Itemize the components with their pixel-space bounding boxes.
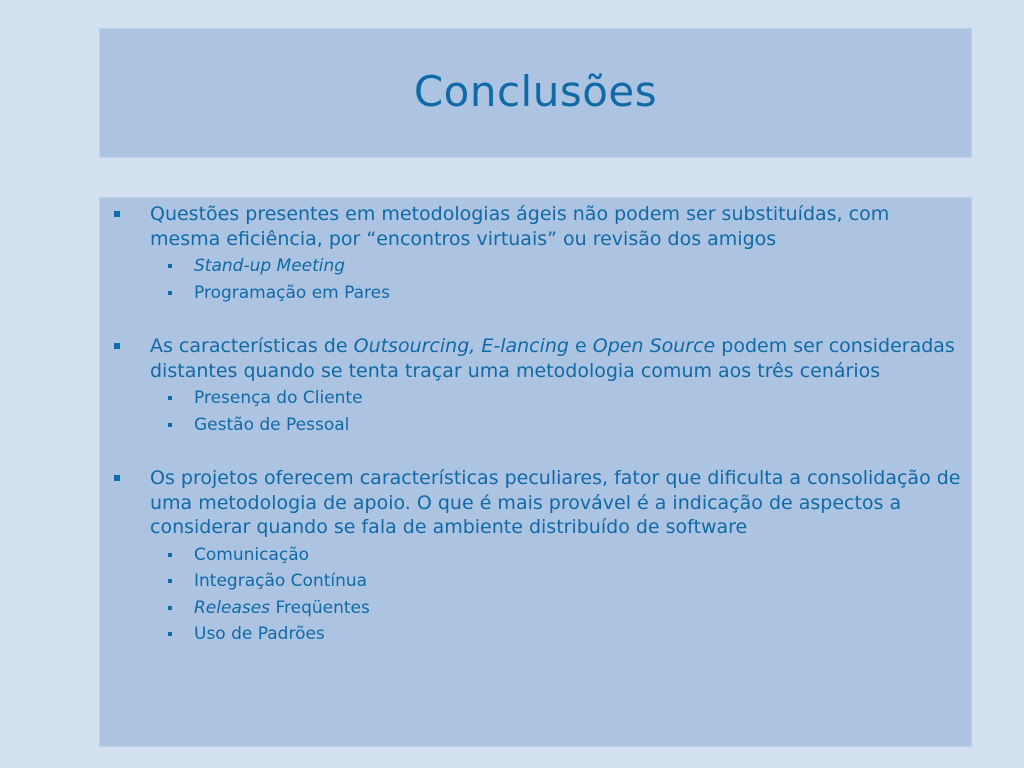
sub-bullet-text: Comunicação	[194, 544, 310, 565]
sub-bullet-item	[149, 412, 963, 439]
small-square-bullet-icon	[168, 396, 172, 400]
bullet-item-1	[100, 202, 963, 306]
bullet-text-part: e	[569, 335, 593, 357]
bullet-italic-part: Outsourcing, E-lancing	[353, 335, 569, 357]
sub-bullet-text: Programação em Pares	[194, 282, 390, 303]
sub-bullet-item	[149, 595, 963, 622]
sub-bullet-item	[149, 568, 963, 595]
bullet-text-part: As características de	[150, 335, 354, 357]
bullet-list	[100, 202, 963, 648]
sub-bullet-text: Gestão de Pessoal	[194, 414, 350, 435]
content-placeholder	[100, 198, 971, 746]
square-bullet-icon	[114, 343, 120, 349]
sub-bullet-list	[150, 542, 963, 648]
small-square-bullet-icon	[168, 264, 172, 268]
sub-bullet-list	[150, 253, 963, 306]
bullet-item-2	[100, 334, 963, 438]
small-square-bullet-icon	[168, 606, 172, 610]
sub-bullet-text: Stand-up Meeting	[194, 256, 346, 276]
small-square-bullet-icon	[168, 553, 172, 557]
sub-bullet-item	[149, 280, 963, 307]
sub-bullet-italic-part: Releases	[194, 597, 271, 618]
square-bullet-icon	[114, 475, 120, 481]
bullet-italic-part: Open Source	[592, 335, 716, 357]
sub-bullet-text: Presença do Cliente	[194, 388, 363, 408]
slide-title: Conclusões	[413, 66, 658, 116]
bullet-item-3	[100, 466, 963, 648]
sub-bullet-item	[149, 385, 963, 412]
sub-bullet-text-part: Freqüentes	[270, 597, 370, 618]
sub-bullet-item	[149, 253, 963, 280]
sub-bullet-text: Uso de Padrões	[194, 624, 325, 644]
sub-bullet-text: Integração Contínua	[194, 571, 368, 591]
small-square-bullet-icon	[168, 632, 172, 636]
small-square-bullet-icon	[168, 579, 172, 583]
bullet-text-part: podem ser consideradas distantes quando se tenta traçar uma metodologia comum aos três cenários	[150, 335, 955, 382]
small-square-bullet-icon	[168, 423, 172, 427]
sub-bullet-item	[149, 621, 963, 648]
title-placeholder	[100, 29, 971, 157]
sub-bullet-list	[150, 385, 963, 438]
square-bullet-icon	[114, 211, 120, 217]
bullet-text: Questões presentes em metodologias ágeis não podem ser substituídas, com mesma eficiência, por “encontros virtuais” ou revisão dos amigos	[150, 203, 890, 250]
bullet-text: Os projetos oferecem características peculiares, fator que dificulta a consolidação de uma metodologia de apoio. O que é mais provável é a indicação de aspectos a considerar quando se fala de ambiente distribuído de software	[150, 467, 961, 538]
small-square-bullet-icon	[168, 291, 172, 295]
sub-bullet-item	[149, 542, 963, 569]
